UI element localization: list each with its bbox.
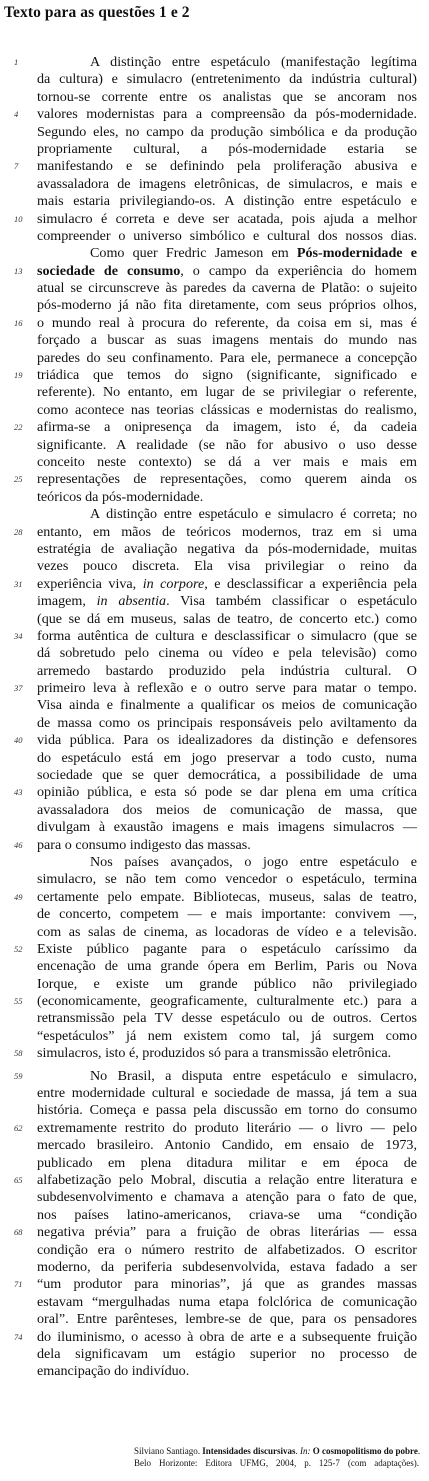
text-line [0, 506, 429, 523]
text-line [0, 1259, 429, 1276]
text-line [0, 1346, 429, 1363]
text-line [0, 680, 429, 697]
text-run: forma autêntica de cultura e desclassificar o simulacro (que se [37, 627, 417, 644]
text-line [0, 193, 429, 210]
line-text [37, 419, 417, 436]
bold-text: O cosmopolitismo do pobre [312, 1446, 418, 1456]
text-run: certamente pelo empate. Bibliotecas, museus, salas de teatro, [37, 888, 417, 905]
italic-text: in absentia [96, 593, 167, 610]
text-line [0, 941, 429, 958]
line-text [37, 297, 417, 314]
line-number: 19 [14, 370, 23, 381]
text-run: do iluminismo, o acesso à obra de arte e a subsequente fruição [37, 1328, 417, 1345]
text-run: entanto, em mãos de teóricos modernos, traz em si uma [37, 523, 417, 540]
text-line [0, 176, 429, 193]
text-line [0, 263, 429, 280]
text-run: de massa como os principais responsáveis pelo aviltamento da [37, 714, 417, 731]
text-line [0, 1172, 429, 1189]
citation-line-1 [134, 1446, 419, 1458]
text-line [0, 958, 429, 975]
text-run: dela significavam um estágio superior no processo de [37, 1345, 417, 1362]
text-run: afirma-se a onipresença da imagem, isto é, da cadeia [37, 419, 417, 436]
text-run: Nos países avançados, o jogo entre espetáculo e [90, 853, 417, 870]
text-line [0, 402, 429, 419]
line-text [37, 767, 417, 784]
line-number: 62 [14, 1122, 23, 1133]
text-run: experiência viva, [37, 575, 143, 592]
line-text [37, 732, 417, 749]
text-line [0, 1207, 429, 1224]
text-line [0, 297, 429, 314]
line-text [90, 1068, 417, 1085]
text-line [0, 419, 429, 436]
line-text [90, 54, 417, 71]
text-line [0, 315, 429, 332]
line-text [37, 924, 417, 941]
line-text [37, 1102, 417, 1119]
text-run: valores modernistas para a compreensão da pós-modernidade. [37, 106, 417, 123]
line-text [37, 837, 417, 854]
line-text [37, 176, 417, 193]
line-number: 74 [14, 1331, 23, 1342]
text-run: No Brasil, a disputa entre espetáculo e simulacro, [90, 1067, 417, 1084]
text-run: sociedade que se quer democrática, a possibilidade de uma [37, 767, 417, 784]
line-number: 31 [14, 578, 23, 589]
text-line [0, 384, 429, 401]
line-number: 37 [14, 683, 23, 694]
text-run: triádica que temos do signo (significante, significado e [37, 367, 417, 384]
text-line [0, 558, 429, 575]
text-line [0, 106, 429, 123]
text-run: . [417, 1446, 421, 1456]
text-run: vida pública. Para os idealizadores da distinção e defensores [37, 732, 417, 749]
text-line [0, 89, 429, 106]
text-line [0, 54, 429, 71]
text-line [0, 750, 429, 767]
text-run: oral”. Entre parênteses, lembre-se de que, para os pensadores [37, 1311, 417, 1328]
line-number: 52 [14, 943, 23, 954]
text-line [0, 854, 429, 871]
text-line [0, 1102, 429, 1119]
line-text [37, 1294, 417, 1311]
text-run: avassaladora de imagens eletrônicas, de simulacros, e mais e [37, 175, 417, 192]
text-run: do espetáculo está em jogo preservar a todo custo, numa [37, 749, 417, 766]
line-number: 68 [14, 1227, 23, 1238]
text-line [0, 141, 429, 158]
text-line [0, 1276, 429, 1293]
line-text [90, 854, 417, 871]
text-line [0, 211, 429, 228]
text-run: encenação de uma grande ópera em Berlim, Paris ou Nova [37, 958, 417, 975]
text-run: de concerto, competem — e mais importante: convivem —, [37, 906, 417, 923]
line-text [37, 402, 417, 419]
text-run: história. Começa e passa pela discussão em torno do consumo [37, 1102, 417, 1119]
text-run: simulacro é correta e deve ser acatada, pois ajuda a melhor [37, 210, 417, 227]
text-run: dá sobretudo pelo cinema ou vídeo e pela televisão) como [37, 645, 417, 662]
text-line [0, 454, 429, 471]
line-text [37, 819, 417, 836]
text-run: simulacros, isto é, produzidos só para a transmissão eletrônica. [37, 1045, 392, 1062]
text-run: A distinção entre espetáculo (manifestação legítima [90, 54, 417, 70]
text-line [0, 976, 429, 993]
text-line [0, 1010, 429, 1027]
line-text [37, 471, 417, 488]
text-run: teóricos da pós-modernidade. [37, 488, 204, 505]
text-line [0, 889, 429, 906]
line-text [37, 384, 417, 401]
line-text [37, 593, 417, 610]
text-line [0, 767, 429, 784]
text-run: propriamente cultural, a pós-modernidade estaria se [37, 140, 417, 157]
text-body [0, 54, 429, 1381]
bold-text: sociedade de consumo [37, 262, 181, 279]
text-run: . [295, 1446, 301, 1456]
text-line [0, 228, 429, 245]
text-line [0, 906, 429, 923]
line-text [90, 245, 417, 262]
line-number: 43 [14, 787, 23, 798]
text-line [0, 924, 429, 941]
line-text [37, 680, 417, 697]
text-run: nos países latino-americanos, criava-se uma “condição [37, 1206, 417, 1223]
text-line [0, 819, 429, 836]
text-line [0, 1294, 429, 1311]
line-text [37, 958, 417, 975]
line-number: 71 [14, 1279, 23, 1290]
text-run: simulacro, se não tem como vencedor o espetáculo, termina [37, 871, 417, 888]
line-number: 1 [14, 57, 19, 67]
text-line [0, 245, 429, 262]
text-run: primeiro leva à reflexão e o outro serve para matar o tempo. [37, 680, 417, 697]
line-text [37, 124, 417, 141]
line-text [37, 628, 417, 645]
line-text [37, 1207, 417, 1224]
text-line [0, 437, 429, 454]
text-run: mais estaria privilegiando-os. A distinção entre espetáculo e [37, 193, 417, 210]
text-line [0, 1189, 429, 1206]
text-run: estratégia de avaliação negativa da pós-modernidade, muitas [37, 540, 417, 557]
line-text [37, 332, 417, 349]
citation-line-2: Belo Horizonte: Editora UFMG, 2004, p. 125-7 (com adaptações). [134, 1457, 419, 1468]
text-line [0, 645, 429, 662]
text-line [0, 1242, 429, 1259]
text-run: representações de representações, como querem ainda os [37, 471, 417, 488]
line-text [37, 211, 417, 228]
text-run: “espetáculos” já nem existem como tal, já surgem como [37, 1027, 417, 1044]
text-line [0, 784, 429, 801]
text-line [0, 715, 429, 732]
text-line [0, 993, 429, 1010]
line-text [37, 1045, 417, 1062]
text-run: forçado a buscar as suas imagens mentais do mundo nas [37, 332, 417, 349]
line-text [37, 141, 417, 158]
line-text [37, 558, 417, 575]
line-text [37, 454, 417, 471]
line-text [90, 506, 417, 523]
text-line [0, 524, 429, 541]
line-number: 40 [14, 735, 23, 746]
text-line [0, 1085, 429, 1102]
text-run: divulgam à exaustão imagens e mais imagens simulacros — [37, 819, 417, 836]
line-text [37, 1329, 417, 1346]
line-number: 59 [14, 1070, 23, 1081]
text-line [0, 124, 429, 141]
line-text [37, 993, 417, 1010]
line-number: 55 [14, 996, 23, 1007]
text-run: avassaladora dos meios de comunicação de massa, que [37, 801, 417, 818]
line-text [37, 193, 417, 210]
text-line [0, 1120, 429, 1137]
text-line [0, 1155, 429, 1172]
text-run: tornou-se corrente entre os analistas que se ancoram nos [37, 88, 417, 105]
text-run: “um produtor para minorias”, já que as grandes massas [37, 1276, 417, 1293]
line-text [37, 106, 417, 123]
text-run: Iorque, e existe um grande público não privilegiado [37, 975, 417, 992]
text-line [0, 1224, 429, 1241]
text-run: (que se dá em museus, salas de teatro, de concerto etc.) como [37, 610, 417, 627]
line-text [37, 524, 417, 541]
text-line [0, 628, 429, 645]
text-run: Silviano Santiago. [134, 1446, 203, 1456]
line-text [37, 784, 417, 801]
text-line [0, 697, 429, 714]
text-line [0, 367, 429, 384]
line-number: 10 [14, 213, 23, 224]
text-line [0, 1045, 429, 1062]
line-text [37, 1155, 417, 1172]
line-number: 16 [14, 317, 23, 328]
line-text [37, 715, 417, 732]
line-text [37, 280, 417, 297]
text-line [0, 1068, 429, 1085]
line-text [37, 1346, 417, 1363]
line-text [37, 1363, 417, 1380]
line-text [37, 367, 417, 384]
text-run: como acontece nas teorias clássicas e modernistas do realismo, [37, 401, 417, 418]
line-text [37, 89, 417, 106]
line-text [37, 541, 417, 558]
line-text [37, 1189, 417, 1206]
line-text [37, 71, 417, 88]
line-number: 7 [14, 161, 19, 172]
text-line [0, 1311, 429, 1328]
text-run: alfabetização pelo Mobral, discutia a relação entre literatura e [37, 1172, 417, 1188]
text-run: emancipação do indivíduo. [37, 1363, 190, 1380]
line-number: 22 [14, 422, 23, 433]
line-text [37, 158, 417, 175]
line-text [37, 576, 417, 593]
line-number: 58 [14, 1048, 23, 1059]
text-run: para o consumo indigesto das massas. [37, 836, 251, 853]
text-line [0, 489, 429, 506]
line-text [37, 1010, 417, 1027]
text-run: pós-moderno já não fita diretamente, com seus próprios olhos, [37, 297, 417, 314]
line-number: 4 [14, 109, 19, 120]
line-number: 46 [14, 839, 23, 850]
line-text [37, 1028, 417, 1045]
text-run: Existe público pagante para o espetáculo caríssimo da [37, 940, 417, 957]
line-text [37, 750, 417, 767]
source-citation [134, 1446, 419, 1469]
line-text [37, 976, 417, 993]
text-run: imagem, [37, 593, 97, 610]
text-line [0, 471, 429, 488]
text-line [0, 350, 429, 367]
line-number: 34 [14, 630, 23, 641]
line-text [37, 802, 417, 819]
text-run: condição era o número restrito de alfabetizados. O escritor [37, 1241, 417, 1258]
text-run: publicado em plena ditadura militar e em época de [37, 1154, 417, 1171]
text-line [0, 732, 429, 749]
italic-text: In: [300, 1446, 311, 1456]
line-text [37, 871, 417, 888]
line-text [37, 1085, 417, 1102]
text-line [0, 611, 429, 628]
bold-text: Intensidades discursivas [202, 1446, 296, 1456]
text-run: compreender o universo simbólico e cultural dos nossos dias. [37, 227, 417, 244]
text-run: Como quer Fredric Jameson em [90, 245, 297, 262]
text-line [0, 576, 429, 593]
text-run: da cultura) e simulacro (entretenimento da indústria cultural) [37, 71, 417, 88]
page-heading: Texto para as questões 1 e 2 [4, 4, 190, 21]
text-run: paredes do seu confinamento. Para ele, permanece a concepção [37, 349, 417, 366]
line-text [37, 1259, 417, 1276]
line-text [37, 1276, 417, 1293]
text-line [0, 71, 429, 88]
text-run: estavam “mergulhadas numa etapa folclórica de comunicação [37, 1293, 417, 1310]
italic-text: in corpore [142, 575, 205, 592]
text-line [0, 593, 429, 610]
text-run: o mundo real à procura do referente, da coisa em si, mas é [37, 314, 417, 331]
text-run: negativa prévia” para a fruição de obras literárias — essa [37, 1224, 417, 1241]
text-line [0, 871, 429, 888]
line-text [37, 489, 417, 506]
line-text [37, 315, 417, 332]
text-run: extremamente restrito do produto literário — o livro — pelo [37, 1119, 417, 1136]
text-run: . Visa também classificar o espetáculo [166, 593, 417, 610]
line-text [37, 263, 417, 280]
line-text [37, 1172, 417, 1189]
text-line [0, 541, 429, 558]
text-line [0, 663, 429, 680]
text-line [0, 1363, 429, 1380]
text-run: vezes pouco discreta. Ela visa privilegiar o reino da [37, 558, 417, 575]
line-text [37, 1137, 417, 1154]
text-run: opinião pública, e esta só pode se dar plena em uma crítica [37, 784, 417, 801]
line-text [37, 1120, 417, 1137]
text-run: entre modernidade cultural e sociedade de massa, já tem a sua [37, 1085, 417, 1102]
text-run: retransmissão pela TV desse espetáculo ou de outros. Certos [37, 1010, 417, 1027]
text-line [0, 1028, 429, 1045]
text-run: moderno, da periferia subdesenvolvida, estava fadado a ser [37, 1258, 417, 1275]
line-text [37, 350, 417, 367]
text-line [0, 158, 429, 175]
line-number: 13 [14, 265, 23, 276]
line-text [37, 645, 417, 662]
text-line [0, 280, 429, 297]
text-run: A distinção entre espetáculo e simulacro é correta; no [90, 506, 417, 523]
line-text [37, 889, 417, 906]
line-text [37, 1311, 417, 1328]
line-text [37, 663, 417, 680]
line-text [37, 437, 417, 454]
text-run: mercado brasileiro. Antonio Candido, em ensaio de 1973, [37, 1137, 417, 1154]
line-text [37, 228, 417, 245]
line-text [37, 941, 417, 958]
text-run: , o campo da experiência do homem [180, 262, 417, 279]
text-run: arremedo bastardo produzido pela indústria cultural. O [37, 662, 417, 679]
line-number: 25 [14, 474, 23, 485]
text-line [0, 802, 429, 819]
text-run: conceito neste contexto) se dá a ver mais e mais em [37, 453, 417, 470]
text-line [0, 837, 429, 854]
line-number: 49 [14, 891, 23, 902]
text-line [0, 1329, 429, 1346]
text-run: Visa ainda e finalmente a qualificar os meios de comunicação [37, 697, 417, 714]
text-run: manifestando e se definindo pela proliferação abusiva e [37, 158, 417, 175]
line-text [37, 697, 417, 714]
text-run: atual se circunscreve às paredes da caverna de Platão: o sujeito [37, 280, 417, 297]
line-number: 28 [14, 526, 23, 537]
text-line [0, 1137, 429, 1154]
text-run: , e desclassificar a experiência pela [204, 575, 417, 592]
text-run: com as salas de cinema, as locadoras de vídeo e a televisão. [37, 923, 417, 940]
line-text [37, 1242, 417, 1259]
bold-text: Pós-modernidade e [296, 245, 417, 262]
text-run: referente). No entanto, em lugar de se privilegiar o referente, [37, 384, 417, 401]
line-number: 65 [14, 1175, 23, 1185]
text-run: Segundo eles, no campo da produção simbólica e da produção [37, 123, 417, 140]
line-text [37, 611, 417, 628]
text-line [0, 332, 429, 349]
line-text [37, 906, 417, 923]
text-run: subdesenvolvimento e chamava a atenção para o fato de que, [37, 1189, 417, 1206]
text-run: significante. A realidade (se não for abusivo o uso desse [37, 436, 417, 453]
line-text [37, 1224, 417, 1241]
text-run: (economicamente, geograficamente, culturalmente etc.) para a [37, 993, 417, 1010]
